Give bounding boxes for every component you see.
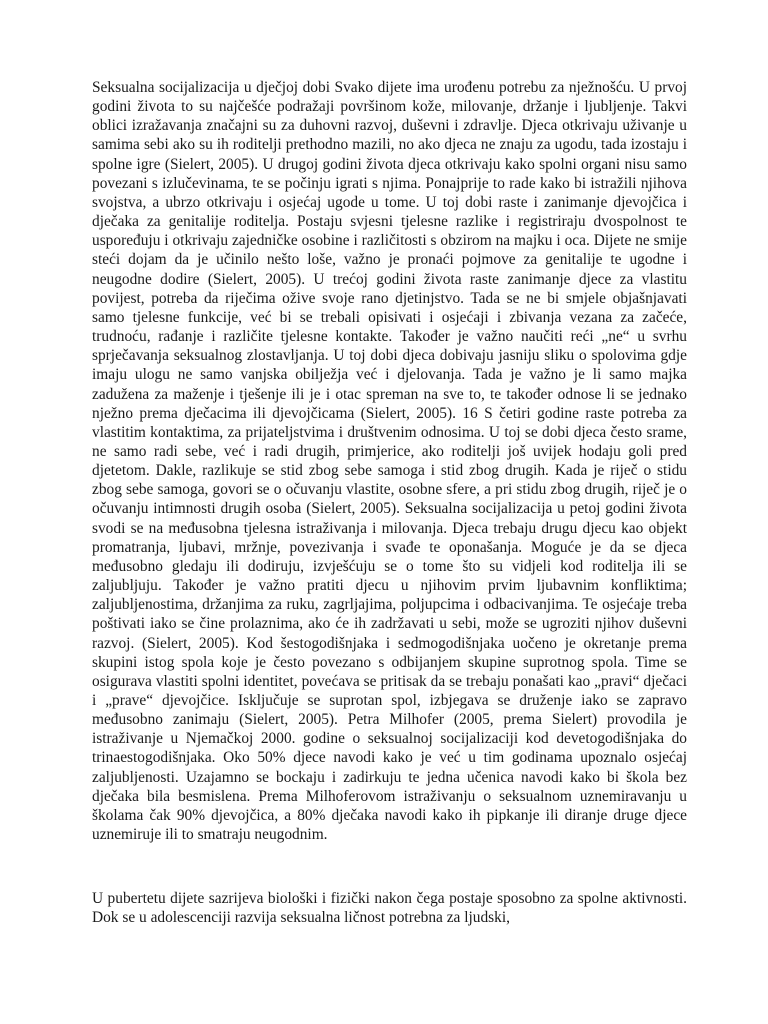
document-page [92, 78, 687, 928]
body-paragraph-2: U pubertetu dijete sazrijeva biološki i fizički nakon čega postaje sposobno za spolne aktivnosti. Dok se u adolescenciji razvija seksualna ličnost potrebna za ljudski, [92, 890, 687, 927]
paragraph-spacer [92, 844, 687, 889]
body-paragraph-1: Seksualna socijalizacija u dječjoj dobi Svako dijete ima urođenu potrebu za nježnošću. U prvoj godini života to su najčešće podražaji površinom kože, milovanje, držanje i ljubljenje. Takvi oblici izražavanja značajni su za duhovni razvoj, duševni i zdravlje. Djeca otkrivaju uživanje u samima sebi ako su ih roditelji prethodno mazili, no ako djeca ne znaju za ugodu, tada izostaju i spolne igre (Sielert, 2005). U drugoj godini života djeca otkrivaju kako spolni organi nisu samo povezani s izlučevinama, te se počinju igrati s njima. Ponajprije to rade kako bi istražili njihova svojstva, a ubrzo otkrivaju i osjećaj ugode u tome. U toj dobi raste i zanimanje djevojčica i dječaka za genitalije roditelja. Postaju svjesni tjelesne razlike i registriraju dvospolnost te uspoređuju i otkrivaju zajedničke osobine i različitosti s obzirom na majku i oca. Dijete ne smije steći dojam da je učinilo nešto loše, važno je pronaći pojmove za genitalije te ugodne i neugodne dodire (Sielert, 2005). U trećoj godini života raste zanimanje djece za vlastitu povijest, potreba da riječima ožive svoje rano djetinjstvo. Tada se ne bi smjele objašnjavati samo tjelesne funkcije, već bi se trebali opisivati i osjećaji i zbivanja vezana za začeće, trudnoću, rađanje i različite tjelesne kontakte. Također je važno naučiti reći „ne“ u svrhu sprječavanja seksualnog zlostavljanja. U toj dobi djeca dobivaju jasniju sliku o spolovima gdje imaju ulogu ne samo vanjska obilježja već i djelovanja. Tada je važno je li samo majka zadužena za maženje i tješenje ili je i otac spreman na sve to, te također odnose li se jednako nježno prema dječacima ili djevojčicama (Sielert, 2005). 16 S četiri godine raste potreba za vlastitim kontaktima, za prijateljstvima i društvenim odnosima. U toj se dobi djeca često srame, ne samo radi sebe, već i radi drugih, primjerice, ako roditelji još uvijek hodaju goli pred djetetom. Dakle, razlikuje se stid zbog sebe samoga i stid zbog drugih. Kada je riječ o stidu zbog sebe samoga, govori se o očuvanju vlastite, osobne sfere, a pri stidu zbog drugih, riječ je o očuvanju intimnosti drugih osoba (Sielert, 2005). Seksualna socijalizacija u petoj godini života svodi se na međusobna tjelesna istraživanja i milovanja. Djeca trebaju drugu djecu kao objekt promatranja, ljubavi, mržnje, povezivanja i svađe te oponašanja. Moguće je da se djeca međusobno gledaju ili dodiruju, izvješćuju se o tome što su vidjeli kod roditelja ili se zaljubljuju. Također je važno pratiti djecu u njihovim prvim ljubavnim konfliktima; zaljubljenostima, držanjima za ruku, zagrljajima, poljupcima i odbacivanjima. Te osjećaje treba poštivati iako se čine prolaznima, ako će ih zadržavati u sebi, može se ugroziti njihov duševni razvoj. (Sielert, 2005). Kod šestogodišnjaka i sedmogodišnjaka uočeno je okretanje prema skupini istog spola koje je često povezano s odbijanjem skupine suprotnog spola. Time se osigurava vlastiti spolni identitet, povećava se pritisak da se trebaju ponašati kao „pravi“ dječaci i „prave“ djevojčice. Isključuje se suprotan spol, izbjegava se druženje iako se zapravo međusobno zanimaju (Sielert, 2005). Petra Milhofer (2005, prema Sielert) provodila je istraživanje u Njemačkoj 2000. godine o seksualnoj socijalizaciji kod devetogodišnjaka do trinaestogodišnjaka. Oko 50% djece navodi kako je već u tim godinama upoznalo osjećaj zaljubljenosti. Uzajamno se bockaju i zadirkuju te jedna učenica navodi kako bi škola bez dječaka bila besmislena. Prema Milhoferovom istraživanju o seksualnom uznemiravanju u školama čak 90% djevojčica, a 80% dječaka navodi kako ih pipkanje ili diranje druge djece uznemiruje ili to smatraju neugodnim. [92, 79, 687, 844]
